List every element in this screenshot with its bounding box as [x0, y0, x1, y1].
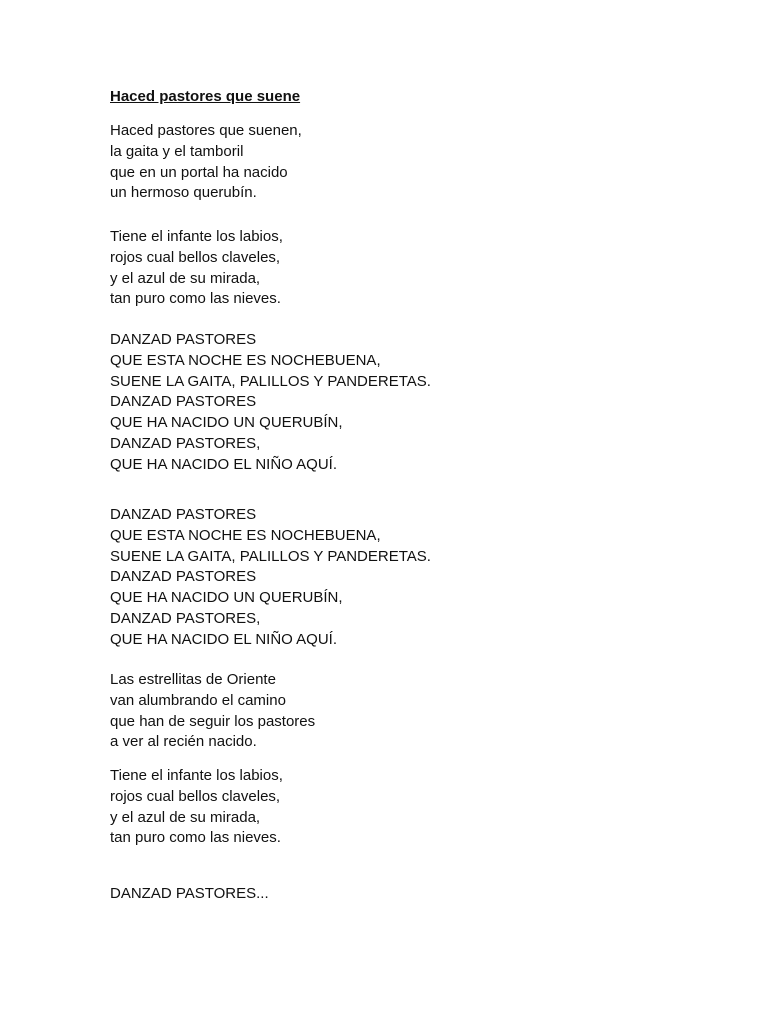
- chorus-line: DANZAD PASTORES: [110, 506, 257, 523]
- chorus-line: QUE HA NACIDO EL NIÑO AQUÍ.: [110, 455, 337, 473]
- chorus-line: QUE HA NACIDO UN QUERUBÍN,: [110, 414, 343, 432]
- verse-line: Tiene el infante los labios,: [110, 767, 283, 784]
- verse-line: un hermoso querubín.: [110, 184, 257, 202]
- verse-line: tan puro como las nieves.: [110, 829, 281, 847]
- chorus-reprise: [110, 884, 269, 905]
- verse-line: Las estrellitas de Oriente: [110, 671, 276, 688]
- stanza-1: [110, 121, 302, 204]
- verse-line: y el azul de su mirada,: [110, 808, 261, 826]
- stanza-3: [110, 670, 315, 753]
- document-title: Haced pastores que suene: [110, 88, 301, 105]
- chorus-line: DANZAD PASTORES,: [110, 609, 261, 627]
- verse-line: Tiene el infante los labios,: [110, 228, 283, 245]
- chorus-line: QUE HA NACIDO EL NIÑO AQUÍ.: [110, 630, 337, 648]
- verse-line: van alumbrando el camino: [110, 691, 286, 709]
- verse-line: a ver al recién nacido.: [110, 733, 257, 751]
- chorus-2: [110, 505, 431, 651]
- verse-line: que han de seguir los pastores: [110, 712, 316, 730]
- chorus-1: [110, 330, 431, 476]
- verse-line: rojos cual bellos claveles,: [110, 787, 281, 805]
- verse-line: que en un portal ha nacido: [110, 163, 288, 181]
- chorus-line: DANZAD PASTORES: [110, 568, 257, 586]
- chorus-line: SUENE LA GAITA, PALILLOS Y PANDERETAS.: [110, 372, 431, 390]
- chorus-line: DANZAD PASTORES...: [110, 885, 269, 902]
- chorus-line: QUE ESTA NOCHE ES NOCHEBUENA,: [110, 526, 381, 544]
- chorus-line: QUE ESTA NOCHE ES NOCHEBUENA,: [110, 351, 381, 369]
- chorus-line: DANZAD PASTORES: [110, 331, 257, 348]
- verse-line: rojos cual bellos claveles,: [110, 248, 281, 266]
- verse-line: la gaita y el tamboril: [110, 142, 244, 160]
- chorus-line: QUE HA NACIDO UN QUERUBÍN,: [110, 589, 343, 607]
- chorus-line: DANZAD PASTORES: [110, 393, 257, 411]
- chorus-line: SUENE LA GAITA, PALILLOS Y PANDERETAS.: [110, 547, 431, 565]
- stanza-4: [110, 766, 283, 849]
- chorus-line: DANZAD PASTORES,: [110, 434, 261, 452]
- verse-line: Haced pastores que suenen,: [110, 122, 302, 139]
- stanza-2: [110, 227, 283, 310]
- verse-line: y el azul de su mirada,: [110, 269, 261, 287]
- verse-line: tan puro como las nieves.: [110, 290, 281, 308]
